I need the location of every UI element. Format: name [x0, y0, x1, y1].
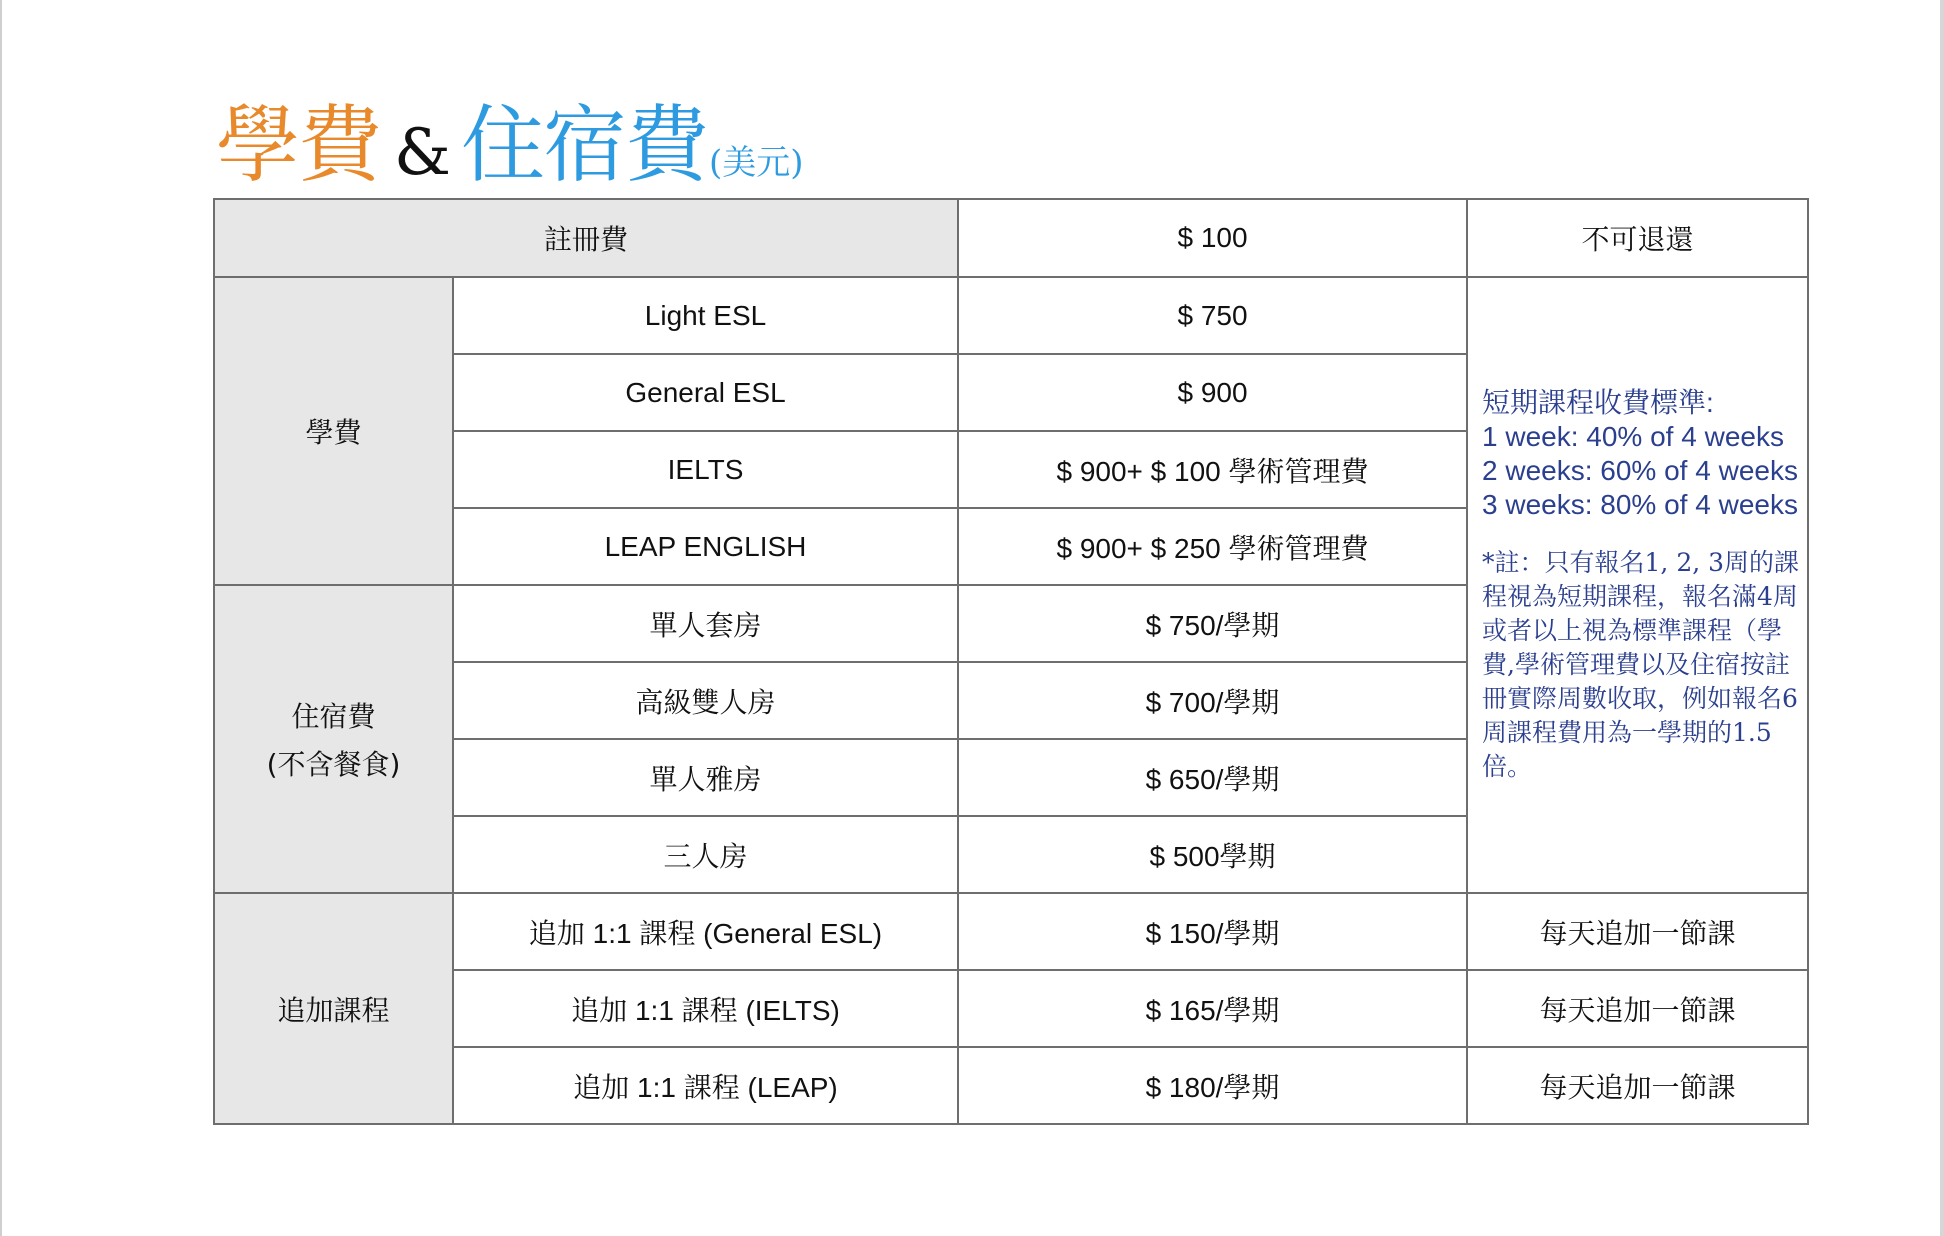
- course-name: General ESL: [453, 354, 958, 431]
- room-name: 三人房: [453, 816, 958, 893]
- extra-course-price: $ 165/學期: [958, 970, 1467, 1047]
- short-term-remark: *註：只有報名1, 2, 3周的課程視為短期課程，報名滿4周或者以上視為標準課程（學費,學術管理費以及住宿按註冊實際周數收取，例如報名6周課程費用為一學期的1.5倍。: [1482, 548, 1800, 781]
- table-row: [214, 1047, 1808, 1124]
- room-price: $ 750/學期: [958, 585, 1467, 662]
- page-edge-left: [0, 0, 2, 1236]
- short-term-line: 2 weeks: 60% of 4 weeks: [1482, 455, 1798, 486]
- accommodation-category-sub: (不含餐食): [266, 748, 401, 781]
- title-ampersand: &: [394, 116, 451, 190]
- extra-course-name: 追加 1:1 課程 (IELTS): [453, 970, 958, 1047]
- accommodation-category: [214, 585, 453, 893]
- table-row: [214, 277, 1808, 354]
- table-row: [214, 970, 1808, 1047]
- fee-table: [213, 198, 1809, 1125]
- extra-course-note: 每天追加一節課: [1467, 893, 1808, 970]
- note-spacer: [1482, 522, 1805, 546]
- room-name: 單人雅房: [453, 739, 958, 816]
- registration-price: $ 100: [958, 199, 1467, 277]
- extra-course-price: $ 180/學期: [958, 1047, 1467, 1124]
- short-term-line: 1 week: 40% of 4 weeks: [1482, 421, 1784, 452]
- extra-course-name: 追加 1:1 課程 (General ESL): [453, 893, 958, 970]
- room-price: $ 500學期: [958, 816, 1467, 893]
- room-price: $ 700/學期: [958, 662, 1467, 739]
- page-title: [216, 78, 804, 194]
- extra-course-note: 每天追加一節課: [1467, 970, 1808, 1047]
- table-row-registration: [214, 199, 1808, 277]
- short-term-line: 3 weeks: 80% of 4 weeks: [1482, 489, 1798, 520]
- extra-course-name: 追加 1:1 課程 (LEAP): [453, 1047, 958, 1124]
- table-row: [214, 893, 1808, 970]
- course-price: $ 900+ $ 250 學術管理費: [958, 508, 1467, 585]
- extra-course-note: 每天追加一節課: [1467, 1047, 1808, 1124]
- room-name: 單人套房: [453, 585, 958, 662]
- tuition-category: 學費: [214, 277, 453, 585]
- title-tuition: 學費: [216, 96, 381, 194]
- short-term-note: [1467, 277, 1808, 893]
- registration-note: 不可退還: [1467, 199, 1808, 277]
- course-name: LEAP ENGLISH: [453, 508, 958, 585]
- room-name: 高級雙人房: [453, 662, 958, 739]
- extra-courses-category: 追加課程: [214, 893, 453, 1124]
- page-edge-right: [1940, 0, 1944, 1236]
- room-price: $ 650/學期: [958, 739, 1467, 816]
- accommodation-category-label: 住宿費: [291, 700, 376, 733]
- course-price: $ 750: [958, 277, 1467, 354]
- short-term-heading: 短期課程收費標準:: [1482, 387, 1714, 418]
- title-currency: (美元): [709, 143, 804, 183]
- course-price: $ 900+ $ 100 學術管理費: [958, 431, 1467, 508]
- course-name: Light ESL: [453, 277, 958, 354]
- course-price: $ 900: [958, 354, 1467, 431]
- registration-label: 註冊費: [214, 199, 958, 277]
- title-accommodation: 住宿費: [460, 96, 707, 194]
- extra-course-price: $ 150/學期: [958, 893, 1467, 970]
- course-name: IELTS: [453, 431, 958, 508]
